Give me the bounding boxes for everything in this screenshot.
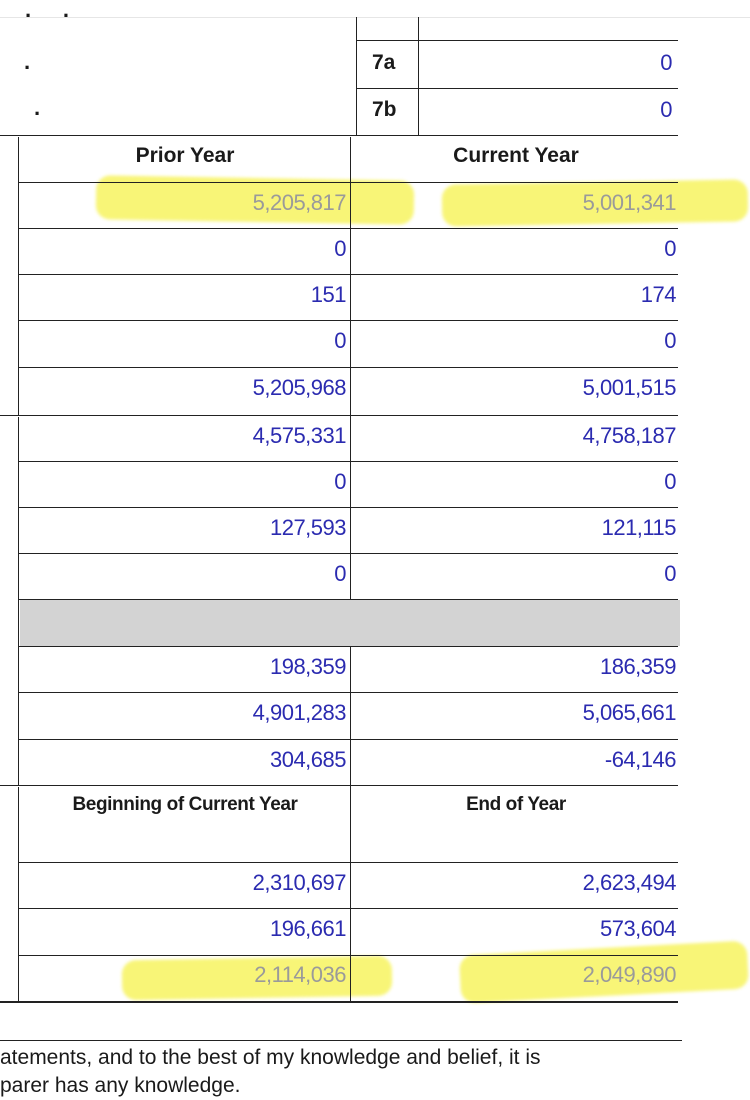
row-divider [18,553,678,554]
row-divider [18,182,678,183]
expense-current-value: 4,758,187 [582,423,676,448]
declaration-text-line-2: parer has any knowledge. [0,1074,241,1097]
expense-prior-value: 0 [334,469,346,494]
expense-total-current: 5,065,661 [582,700,676,725]
line-label-7b: 7b [372,98,397,121]
column-header-beginning-of-year: Beginning of Current Year [72,794,298,815]
revenue-current-value: 0 [664,328,676,353]
revenue-current-value: 5,001,341 [582,190,676,215]
net-assets-end-value: 2,623,494 [582,870,676,895]
row-divider [18,955,678,956]
expense-total-prior: 4,901,283 [252,700,346,725]
line-7b-value: 0 [660,97,672,122]
net-result-current: -64,146 [604,747,676,772]
row-divider [18,274,678,275]
leader-dot: · [24,55,32,80]
net-assets-end-total: 2,049,890 [582,962,676,987]
expense-prior-value: 198,359 [269,654,346,679]
leader-dot: · [34,101,42,126]
net-assets-end-value: 573,604 [599,916,676,941]
column-header-end-of-year: End of Year [466,794,566,815]
row-divider [18,228,678,229]
expense-current-value: 0 [664,469,676,494]
row-divider [18,367,678,368]
line-label-7a: 7a [372,51,396,74]
expense-prior-value: 0 [334,561,346,586]
section-left-border [18,417,19,785]
net-assets-beginning-total: 2,114,036 [254,962,346,987]
row-divider [0,785,678,786]
signature-section-divider [0,1040,682,1041]
row-divider [18,646,678,647]
column-header-current-year: Current Year [453,144,579,167]
row-divider [18,507,678,508]
section-left-border [18,137,19,415]
revenue-prior-value: 5,205,817 [252,190,346,215]
revenue-current-value: 174 [640,282,676,307]
line-7a-value: 0 [660,50,672,75]
column-header-prior-year: Prior Year [135,144,235,167]
revenue-total-prior: 5,205,968 [252,375,346,400]
row-divider [18,739,678,740]
section-left-border [18,787,19,1003]
revenue-prior-value: 0 [334,236,346,261]
row-divider [18,908,678,909]
revenue-total-current: 5,001,515 [582,375,676,400]
row-divider [18,692,678,693]
net-assets-beginning-value: 196,661 [269,916,346,941]
expense-current-value: 121,115 [601,515,676,540]
column-divider [350,137,351,1003]
row-divider [0,415,678,416]
revenue-current-value: 0 [664,236,676,261]
declaration-text-line-1: atements, and to the best of my knowledge and belief, it is [0,1046,541,1069]
row-divider [18,461,678,462]
row-divider [18,320,678,321]
net-assets-beginning-value: 2,310,697 [252,870,346,895]
leader-dots: · · [25,3,71,28]
expense-prior-value: 4,575,331 [252,423,346,448]
expense-prior-value: 127,593 [269,515,346,540]
net-result-prior: 304,685 [269,747,346,772]
revenue-prior-value: 151 [310,282,346,307]
row-divider [18,862,678,863]
expense-current-value: 0 [664,561,676,586]
revenue-prior-value: 0 [334,328,346,353]
expense-current-value: 186,359 [599,654,676,679]
row-divider [18,599,678,600]
shaded-row [20,600,680,646]
table-bottom-border [0,1001,678,1003]
